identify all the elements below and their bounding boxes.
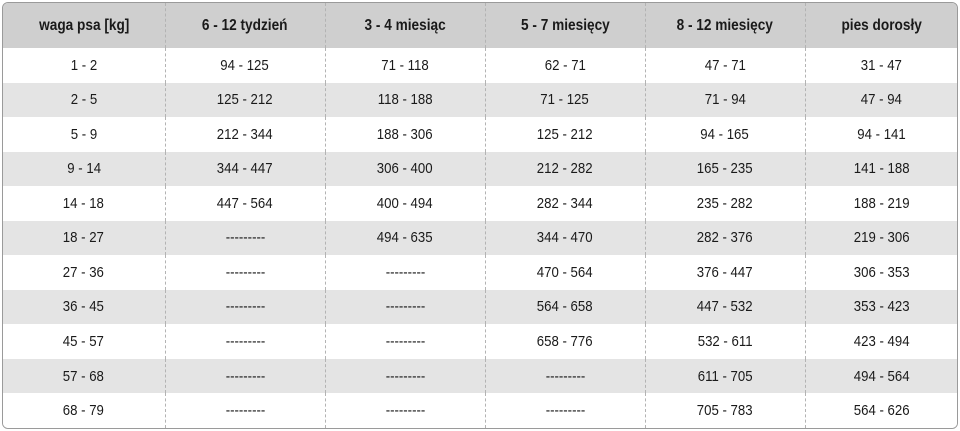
5-7-months-cell: 125 - 212 <box>485 117 645 152</box>
adult-dog-cell: 94 - 141 <box>805 117 957 152</box>
8-12-months-cell: 611 - 705 <box>645 359 805 394</box>
weight-cell: 36 - 45 <box>63 298 105 316</box>
6-12-weeks-cell: --------- <box>165 359 325 394</box>
adult-dog-cell: 219 - 306 <box>805 221 957 256</box>
6-12-weeks-cell: 212 - 344 <box>165 117 325 152</box>
5-7-months-cell: 212 - 282 <box>485 152 645 187</box>
adult-dog-cell: 423 - 494 <box>805 324 957 359</box>
3-4-months-cell: --------- <box>325 359 485 394</box>
feeding-table-frame <box>2 2 958 429</box>
5-7-months-cell: 658 - 776 <box>485 324 645 359</box>
6-12-weeks-cell: --------- <box>165 393 325 428</box>
3-4-months-cell: 118 - 188 <box>325 83 485 118</box>
header-8-12-months: 8 - 12 miesięcy <box>645 3 805 48</box>
table-row <box>3 324 957 359</box>
weight-cell: 9 - 14 <box>66 160 101 178</box>
table-row <box>3 359 957 394</box>
5-7-months-cell: 71 - 125 <box>485 83 645 118</box>
table-row <box>3 221 957 256</box>
weight-cell: 2 - 5 <box>70 91 97 109</box>
table-row <box>3 255 957 290</box>
feeding-table <box>3 3 957 428</box>
8-12-months-cell: 376 - 447 <box>645 255 805 290</box>
3-4-months-cell: 400 - 494 <box>325 186 485 221</box>
6-12-weeks-cell: 344 - 447 <box>165 152 325 187</box>
weight-cell: 45 - 57 <box>63 333 105 351</box>
6-12-weeks-cell: --------- <box>165 221 325 256</box>
weight-cell: 14 - 18 <box>63 194 105 212</box>
adult-dog-cell: 353 - 423 <box>805 290 957 325</box>
8-12-months-cell: 282 - 376 <box>645 221 805 256</box>
weight-cell: 5 - 9 <box>70 125 97 143</box>
6-12-weeks-cell: 447 - 564 <box>165 186 325 221</box>
adult-dog-cell: 188 - 219 <box>805 186 957 221</box>
weight-cell: 18 - 27 <box>63 229 105 247</box>
5-7-months-cell: --------- <box>485 359 645 394</box>
5-7-months-cell: 282 - 344 <box>485 186 645 221</box>
5-7-months-cell: 470 - 564 <box>485 255 645 290</box>
3-4-months-cell: 188 - 306 <box>325 117 485 152</box>
6-12-weeks-cell: --------- <box>165 290 325 325</box>
5-7-months-cell: --------- <box>485 393 645 428</box>
6-12-weeks-cell: 94 - 125 <box>165 48 325 83</box>
6-12-weeks-cell: 125 - 212 <box>165 83 325 118</box>
header-6-12-weeks: 6 - 12 tydzień <box>165 3 325 48</box>
adult-dog-cell: 31 - 47 <box>805 48 957 83</box>
table-row <box>3 393 957 428</box>
3-4-months-cell: --------- <box>325 255 485 290</box>
weight-cell: 68 - 79 <box>63 402 105 420</box>
5-7-months-cell: 344 - 470 <box>485 221 645 256</box>
3-4-months-cell: 494 - 635 <box>325 221 485 256</box>
8-12-months-cell: 71 - 94 <box>645 83 805 118</box>
adult-dog-cell: 564 - 626 <box>805 393 957 428</box>
table-row <box>3 152 957 187</box>
5-7-months-cell: 62 - 71 <box>485 48 645 83</box>
header-dog-weight: waga psa [kg] <box>38 16 129 34</box>
8-12-months-cell: 94 - 165 <box>645 117 805 152</box>
8-12-months-cell: 47 - 71 <box>645 48 805 83</box>
adult-dog-cell: 306 - 353 <box>805 255 957 290</box>
weight-cell: 27 - 36 <box>63 263 105 281</box>
8-12-months-cell: 532 - 611 <box>645 324 805 359</box>
weight-cell: 57 - 68 <box>63 367 105 385</box>
3-4-months-cell: --------- <box>325 324 485 359</box>
weight-cell: 1 - 2 <box>70 56 97 74</box>
table-row <box>3 117 957 152</box>
table-row <box>3 290 957 325</box>
5-7-months-cell: 564 - 658 <box>485 290 645 325</box>
8-12-months-cell: 705 - 783 <box>645 393 805 428</box>
adult-dog-cell: 47 - 94 <box>805 83 957 118</box>
3-4-months-cell: --------- <box>325 393 485 428</box>
table-row <box>3 48 957 83</box>
table-body <box>3 48 957 428</box>
adult-dog-cell: 141 - 188 <box>805 152 957 187</box>
header-adult-dog: pies dorosły <box>805 3 957 48</box>
table-row <box>3 83 957 118</box>
header-5-7-months: 5 - 7 miesięcy <box>485 3 645 48</box>
table-row <box>3 186 957 221</box>
3-4-months-cell: 71 - 118 <box>325 48 485 83</box>
table-header-row <box>3 3 957 48</box>
3-4-months-cell: 306 - 400 <box>325 152 485 187</box>
8-12-months-cell: 235 - 282 <box>645 186 805 221</box>
6-12-weeks-cell: --------- <box>165 255 325 290</box>
header-3-4-months: 3 - 4 miesiąc <box>325 3 485 48</box>
6-12-weeks-cell: --------- <box>165 324 325 359</box>
3-4-months-cell: --------- <box>325 290 485 325</box>
8-12-months-cell: 165 - 235 <box>645 152 805 187</box>
8-12-months-cell: 447 - 532 <box>645 290 805 325</box>
adult-dog-cell: 494 - 564 <box>805 359 957 394</box>
